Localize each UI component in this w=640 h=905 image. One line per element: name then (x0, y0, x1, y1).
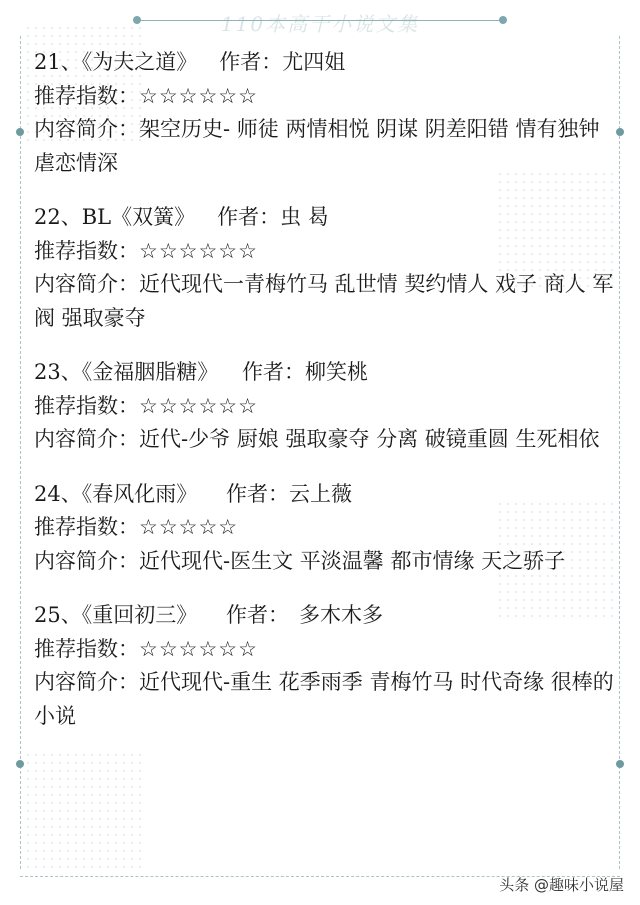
book-title: 24、《春风化雨》 (34, 481, 198, 506)
book-entry (34, 599, 614, 733)
author-name: 尤四姐 (282, 50, 346, 74)
author-name: 云上薇 (289, 481, 352, 506)
summary-line (34, 113, 614, 180)
dot-pattern (24, 751, 144, 871)
author-label: 作者： (242, 360, 305, 384)
rating-line (34, 511, 614, 545)
book-entry (34, 356, 614, 457)
summary-line (34, 268, 614, 335)
rating-stars: ☆☆☆☆☆☆ (139, 393, 258, 418)
frame-dot (133, 16, 141, 24)
summary-text: 架空历史- 师徒 两情相悦 阴谋 阴差阳错 情有独钟 虐恋情深 (34, 117, 600, 175)
summary-line (34, 423, 614, 457)
book-title-line (34, 46, 614, 80)
book-title: 22、BL《双簧》 (34, 205, 196, 229)
summary-label: 内容简介： (34, 117, 139, 141)
book-entry (34, 201, 614, 335)
summary-label: 内容简介： (34, 548, 139, 573)
summary-label: 内容简介： (34, 272, 139, 296)
summary-label: 内容简介： (34, 427, 139, 451)
frame-dot (16, 760, 24, 768)
summary-line (34, 666, 614, 733)
frame-dot (616, 760, 624, 768)
author-label: 作者： (219, 50, 283, 74)
summary-text: 近代现代一青梅竹马 乱世情 契约情人 戏子 商人 军阀 强取豪夺 (34, 272, 614, 330)
rating-label: 推荐指数： (34, 393, 139, 418)
summary-text: 近代现代-重生 花季雨季 青梅竹马 时代奇缘 很棒的小说 (34, 670, 614, 728)
summary-label: 内容简介： (34, 670, 139, 694)
book-title-line (34, 356, 614, 390)
book-title: 21、《为夫之道》 (34, 50, 198, 74)
frame-left-line (20, 36, 21, 869)
frame-dot (499, 16, 507, 24)
author-label: 作者： (217, 205, 281, 229)
frame-dot (16, 128, 24, 136)
summary-text: 近代-少爷 厨娘 强取豪夺 分离 破镜重圆 生死相依 (139, 427, 600, 451)
book-title-line (34, 201, 614, 235)
book-entry (34, 478, 614, 579)
author-name: 虫 曷 (280, 205, 329, 229)
rating-stars: ☆☆☆☆☆☆ (139, 238, 258, 263)
rating-line (34, 390, 614, 424)
frame-right-line (619, 36, 620, 869)
source-watermark: 头条 @趣味小说屋 (499, 876, 624, 894)
author-name: 多木木多 (299, 603, 383, 627)
rating-label: 推荐指数： (34, 636, 139, 661)
book-title: 23、《金福胭脂糖》 (34, 360, 219, 384)
rating-line (34, 633, 614, 667)
frame-dot (616, 128, 624, 136)
author-name: 柳笑桃 (305, 360, 368, 384)
book-title-line (34, 478, 614, 512)
header-title: 110本高干小说文集 (220, 12, 420, 36)
author-label: 作者： (226, 603, 289, 627)
rating-stars: ☆☆☆☆☆☆ (139, 636, 258, 661)
rating-label: 推荐指数： (34, 238, 139, 263)
rating-stars: ☆☆☆☆☆☆ (139, 83, 258, 108)
rating-line (34, 235, 614, 269)
book-title-line (34, 599, 614, 633)
book-list (34, 46, 614, 754)
rating-label: 推荐指数： (34, 83, 139, 108)
rating-stars: ☆☆☆☆☆ (139, 515, 239, 539)
author-label: 作者： (226, 481, 289, 506)
frame-top-line (137, 20, 503, 21)
book-entry (34, 46, 614, 180)
book-title: 25、《重回初三》 (34, 603, 198, 627)
summary-line (34, 545, 614, 579)
rating-line (34, 80, 614, 114)
rating-label: 推荐指数： (34, 515, 139, 539)
summary-text: 近代现代-医生文 平淡温馨 都市情缘 天之骄子 (139, 548, 566, 573)
